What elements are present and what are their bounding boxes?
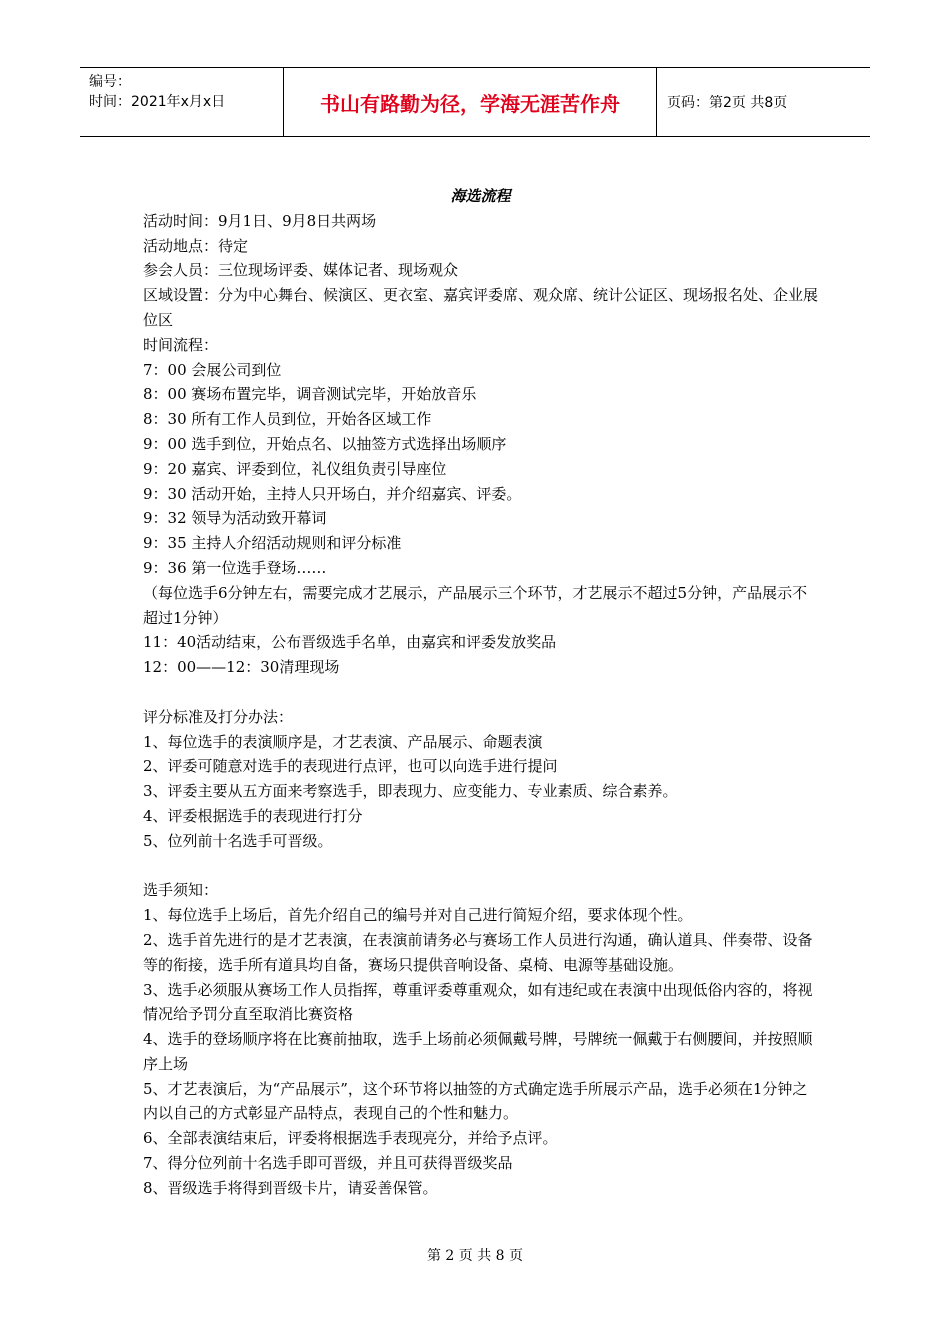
scoring-item: 4、评委根据选手的表现进行打分 bbox=[143, 806, 363, 825]
header-page-info: 页码：第2页 共8页 bbox=[667, 95, 788, 111]
schedule-item: 11：40活动结束，公布晋级选手名单，由嘉宾和评委发放奖品 bbox=[143, 633, 557, 652]
intro-line: 参会人员：三位现场评委、媒体记者、现场观众 bbox=[143, 261, 459, 280]
intro-line: 时间流程： bbox=[143, 335, 219, 354]
schedule-item: 9：35 主持人介绍活动规则和评分标准 bbox=[143, 534, 402, 553]
page-header bbox=[80, 67, 870, 137]
scoring-item: 3、评委主要从五方面来考察选手，即表现力、应变能力、专业素质、综合素养。 bbox=[143, 782, 678, 801]
scoring-item: 1、每位选手的表演顺序是，才艺表演、产品展示、命题表演 bbox=[143, 732, 543, 751]
intro-line: 活动时间：9月1日、9月8日共两场 bbox=[143, 211, 377, 230]
intro-line: 活动地点：待定 bbox=[143, 236, 249, 255]
schedule-item: 9：00 选手到位，开始点名、以抽签方式选择出场顺序 bbox=[143, 434, 507, 453]
spacer bbox=[143, 854, 818, 879]
spacer bbox=[143, 680, 818, 705]
schedule-item: 9：30 活动开始，主持人只开场白，并介绍嘉宾、评委。 bbox=[143, 484, 522, 503]
document-title: 海选流程 bbox=[450, 187, 511, 205]
intro-line: 区域设置：分为中心舞台、候演区、更衣室、嘉宾评委席、观众席、统计公证区、现场报名处、企业展位区 bbox=[143, 286, 819, 329]
section-heading: 选手须知： bbox=[143, 881, 219, 900]
document-number-label: 编号： bbox=[89, 74, 131, 90]
header-motto: 书山有路勤为径，学海无涯苦作舟 bbox=[283, 68, 657, 136]
notice-item: 1、每位选手上场后，首先介绍自己的编号并对自己进行简短介绍，要求体现个性。 bbox=[143, 906, 693, 925]
schedule-item: 8：30 所有工作人员到位，开始各区域工作 bbox=[143, 410, 432, 429]
notice-item: 6、全部表演结束后，评委将根据选手表现亮分，并给予点评。 bbox=[143, 1129, 558, 1148]
notice-item: 3、选手必须服从赛场工作人员指挥，尊重评委尊重观众，如有违纪或在表演中出现低俗内容的，将视情况给予罚分直至取消比赛资格 bbox=[143, 980, 813, 1024]
scoring-section bbox=[143, 705, 818, 854]
notice-item: 4、选手的登场顺序将在比赛前抽取，选手上场前必须佩戴号牌，号牌统一佩戴于右侧腰间，并按照顺序上场 bbox=[143, 1030, 813, 1073]
notice-item: 5、才艺表演后，为“产品展示”，这个环节将以抽签的方式确定选手所展示产品，选手必须在1分钟之内以自己的方式彰显产品特点，表现自己的个性和魅力。 bbox=[143, 1079, 808, 1123]
page-footer: 第 2 页 共 8 页 bbox=[426, 1248, 524, 1264]
schedule-item: 7：00 会展公司到位 bbox=[143, 360, 282, 379]
schedule-item: 9：36 第一位选手登场…… bbox=[143, 558, 327, 577]
schedule-note: （每位选手6分钟左右，需要完成才艺展示，产品展示三个环节，才艺展示不超过5分钟，产品展示不超过1分钟） bbox=[143, 583, 808, 627]
scoring-item: 2、评委可随意对选手的表现进行点评，也可以向选手进行提问 bbox=[143, 757, 558, 776]
notice-item: 2、选手首先进行的是才艺表演，在表演前请务必与赛场工作人员进行沟通，确认道具、伴奏带、设备等的衔接，选手所有道具均自备，赛场只提供音响设备、桌椅、电源等基础设施。 bbox=[143, 930, 813, 974]
intro-section bbox=[143, 209, 818, 358]
notice-item: 7、得分位列前十名选手即可晋级，并且可获得晋级奖品 bbox=[143, 1154, 513, 1173]
section-heading: 评分标准及打分办法： bbox=[143, 707, 294, 726]
notice-section bbox=[143, 878, 818, 1200]
notice-item: 8、晋级选手将得到晋级卡片，请妥善保管。 bbox=[143, 1178, 438, 1197]
schedule-item: 8：00 赛场布置完毕，调音测试完毕，开始放音乐 bbox=[143, 385, 477, 404]
header-meta bbox=[80, 68, 283, 136]
document-date: 时间：2021年x月x日 bbox=[89, 94, 226, 110]
document-body bbox=[143, 184, 818, 1201]
schedule-item: 12：00——12：30清理现场 bbox=[143, 658, 340, 677]
scoring-item: 5、位列前十名选手可晋级。 bbox=[143, 831, 333, 850]
schedule-section bbox=[143, 358, 818, 680]
schedule-item: 9：32 领导为活动致开幕词 bbox=[143, 509, 327, 528]
schedule-item: 9：20 嘉宾、评委到位，礼仪组负责引导座位 bbox=[143, 459, 447, 478]
